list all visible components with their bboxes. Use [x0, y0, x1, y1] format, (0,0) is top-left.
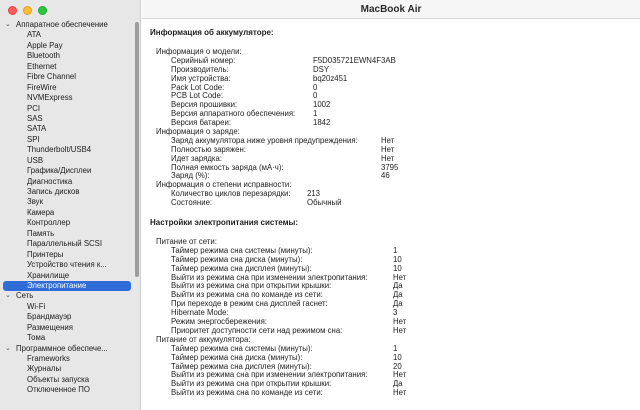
sidebar-item[interactable]: Отключенное ПО [27, 385, 90, 395]
info-row [150, 84, 640, 93]
subsection-label: Информация о заряде: [156, 127, 240, 137]
info-value: Нет [393, 272, 407, 282]
sidebar-group[interactable] [0, 344, 134, 354]
sidebar-item[interactable]: Звук [27, 197, 43, 207]
sidebar-item[interactable]: Fibre Channel [27, 72, 76, 82]
info-key: Режим энергосбережения: [171, 317, 267, 327]
info-key: Полная емкость заряда (мА·ч): [171, 162, 284, 172]
subsection-label: Питание от сети: [156, 237, 217, 247]
info-key: Выйти из режима сна при изменении электропитания: [171, 272, 368, 282]
info-value: F5D035721EWN4F3AB [313, 55, 396, 65]
info-value: Нет [393, 317, 407, 327]
sidebar-item[interactable]: Устройство чтения к... [27, 260, 107, 270]
info-key: Полностью заряжен: [171, 144, 246, 154]
info-value: 1 [393, 343, 398, 353]
info-value: 46 [381, 171, 390, 181]
zoom-window-button[interactable] [38, 6, 47, 15]
info-key: Таймер режима сна диска (минуты): [171, 254, 303, 264]
info-value: 213 [307, 189, 321, 199]
info-value: 10 [393, 263, 402, 273]
info-key: Выйти из режима сна при открытии крышки: [171, 379, 332, 389]
sidebar-item[interactable]: Контроллер [27, 218, 71, 228]
sidebar-item[interactable]: NVMExpress [27, 93, 73, 103]
sidebar-item[interactable]: SAS [27, 113, 43, 123]
info-value: 3795 [381, 162, 399, 172]
info-key: Таймер режима сна системы (минуты): [171, 343, 313, 353]
sidebar-item[interactable]: Журналы [27, 364, 62, 374]
info-key: Количество циклов перезарядки: [171, 189, 291, 199]
sidebar-item[interactable]: Хранилище [27, 270, 70, 280]
sidebar-item[interactable]: Электропитание [3, 281, 131, 291]
sidebar-item[interactable]: Брандмауэр [27, 312, 72, 322]
window-title: MacBook Air [142, 0, 640, 19]
info-value: 1842 [313, 118, 331, 128]
sidebar-item[interactable]: Камера [27, 207, 55, 217]
sidebar-item[interactable]: Apple Pay [27, 40, 63, 50]
sidebar-scrollbar[interactable] [134, 20, 139, 280]
sidebar-item[interactable]: Wi-Fi [27, 301, 46, 311]
info-key: Версия батареи: [171, 118, 231, 128]
chevron-down-icon[interactable]: ⌄ [5, 344, 11, 352]
info-value: Обычный [307, 198, 342, 208]
sidebar-scrollbar-thumb[interactable] [135, 22, 139, 277]
info-key: Имя устройства: [171, 73, 231, 83]
sidebar-item[interactable]: ATA [27, 30, 42, 40]
info-value: Нет [381, 144, 395, 154]
sidebar-item[interactable]: FireWire [27, 82, 57, 92]
info-key: Производитель: [171, 64, 229, 74]
close-window-button[interactable] [8, 6, 17, 15]
info-value: bq20z451 [313, 73, 348, 83]
info-value: 10 [393, 254, 402, 264]
sidebar-item[interactable]: Принтеры [27, 249, 64, 259]
sidebar-item[interactable]: Графика/Дисплеи [27, 166, 92, 176]
info-key: Выйти из режима сна при изменении электропитания: [171, 370, 368, 380]
info-value: DSY [313, 64, 330, 74]
info-key: Версия аппаратного обеспечения: [171, 109, 296, 119]
info-key: Hibernate Mode: [171, 308, 229, 318]
sidebar-item[interactable]: Память [27, 228, 55, 238]
sidebar-item[interactable]: Запись дисков [27, 187, 80, 196]
info-value: 1002 [313, 100, 331, 110]
main-pane [142, 0, 640, 410]
sidebar-item[interactable]: Thunderbolt/USB4 [27, 145, 92, 155]
info-value: Нет [393, 325, 407, 335]
info-value: Да [393, 281, 403, 291]
info-key: PCB Lot Code: [171, 91, 224, 101]
spacer [150, 208, 640, 217]
info-value: Нет [381, 135, 395, 145]
sidebar-group[interactable] [0, 291, 134, 301]
info-key: Версия прошивки: [171, 100, 238, 110]
sidebar [0, 0, 141, 410]
info-value: 10 [393, 352, 402, 362]
subsection-label: Питание от аккумулятора: [156, 334, 251, 344]
chevron-down-icon[interactable]: ⌄ [5, 21, 11, 28]
info-row [150, 199, 640, 208]
info-key: Приоритет доступности сети над режимом сна: [171, 325, 343, 335]
info-key: Состояние: [171, 198, 213, 208]
info-row [150, 146, 640, 155]
sidebar-tree [0, 20, 134, 396]
info-value: Нет [393, 388, 407, 398]
info-row [150, 389, 640, 398]
subsection-label: Информация о степени исправности: [156, 180, 292, 190]
minimize-window-button[interactable] [23, 6, 32, 15]
info-key: Выйти из режима сна по команде из сети: [171, 290, 323, 300]
sidebar-item[interactable]: PCI [27, 103, 40, 113]
info-key: Идет зарядка: [171, 153, 222, 163]
window-controls [8, 6, 47, 15]
info-key: Pack Lot Code: [171, 82, 225, 92]
section-title: Настройки электропитания системы: [150, 218, 299, 228]
info-key: Таймер режима сна системы (минуты): [171, 245, 313, 255]
info-key: Выйти из режима сна при открытии крышки: [171, 281, 332, 291]
info-row [150, 190, 640, 199]
info-value: Да [393, 290, 403, 300]
info-key: Выйти из режима сна по команде из сети: [171, 388, 323, 398]
sidebar-item[interactable]: Размещения [27, 322, 74, 332]
sidebar-group-label: Аппаратное обеспечение [16, 20, 108, 29]
info-key: При переходе в режим сна дисплей гаснет: [171, 299, 328, 309]
sidebar-item[interactable]: USB [27, 155, 44, 165]
info-key: Серийный номер: [171, 55, 236, 65]
info-value: 0 [313, 82, 318, 92]
info-value: Да [393, 299, 403, 309]
info-value: Да [393, 379, 403, 389]
info-value: Нет [393, 370, 407, 380]
info-key: Заряд (%): [171, 171, 210, 181]
sidebar-item[interactable]: SPI [27, 134, 40, 144]
info-value: 0 [313, 91, 318, 101]
info-value: 1 [313, 109, 318, 119]
sidebar-item[interactable]: Frameworks [27, 354, 70, 363]
info-key: Таймер режима сна диска (минуты): [171, 352, 303, 362]
sidebar-item[interactable]: Bluetooth [27, 51, 60, 61]
info-row [150, 164, 640, 173]
subsection-label: Информация о модели: [156, 47, 242, 56]
section-title: Информация об аккумуляторе: [150, 28, 274, 37]
info-key: Заряд аккумулятора ниже уровня предупреждения: [171, 135, 358, 145]
info-key: Таймер режима сна дисплея (минуты): [171, 263, 312, 273]
info-value: 3 [393, 308, 398, 318]
sidebar-item[interactable]: SATA [27, 124, 47, 134]
sidebar-group-label: Сеть [16, 291, 34, 301]
sidebar-item[interactable]: Диагностика [27, 176, 73, 186]
chevron-down-icon[interactable]: ⌄ [5, 292, 11, 300]
info-value: Нет [381, 153, 395, 163]
sidebar-item[interactable]: Параллельный SCSI [27, 239, 103, 249]
sidebar-item[interactable]: Ethernet [27, 61, 57, 71]
sidebar-item[interactable]: Объекты запуска [27, 374, 90, 384]
detail-content [150, 27, 640, 398]
info-value: 20 [393, 361, 402, 371]
info-value: 1 [393, 245, 398, 255]
sidebar-item[interactable]: Тома [27, 333, 46, 343]
info-key: Таймер режима сна дисплея (минуты): [171, 361, 312, 371]
sidebar-group-label: Программное обеспече... [16, 343, 108, 353]
sidebar-group[interactable] [0, 20, 134, 30]
